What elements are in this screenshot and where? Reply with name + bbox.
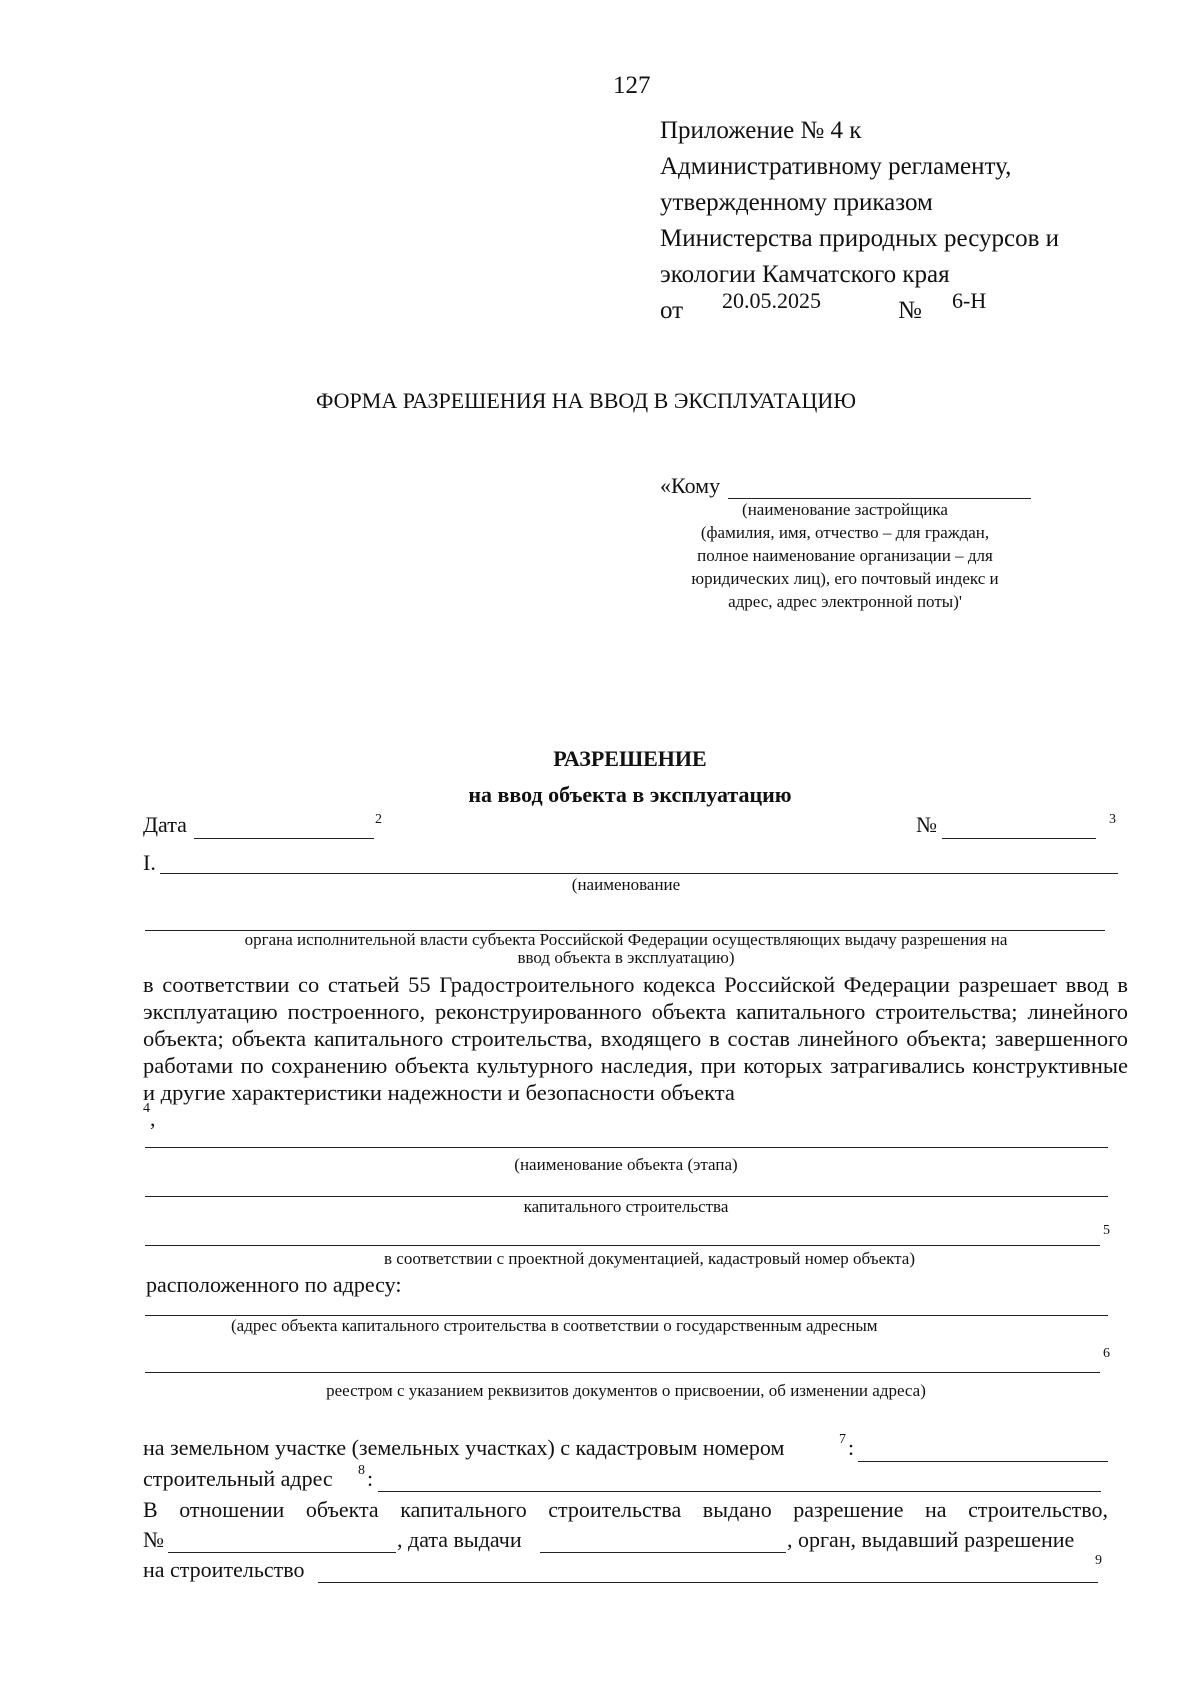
- land-label: на земельном участке (земельных участках) с кадастровым номером: [143, 1435, 785, 1460]
- comma-after-object: ,: [150, 1106, 156, 1131]
- appendix-line-4: Министерства природных ресурсов и: [660, 225, 1060, 252]
- appendix-from-label: от: [660, 297, 684, 324]
- footnote-6: 6: [1103, 1346, 1110, 1361]
- permit-number-footnote: 3: [1109, 812, 1116, 827]
- footnote-7: 7: [839, 1432, 846, 1447]
- located-label: расположенного по адресу:: [146, 1272, 402, 1297]
- recipient-note-5: адрес, адрес электронной поты)': [728, 592, 962, 611]
- cadastral-number-field: [858, 1461, 1108, 1462]
- issuer-label: , орган, выдавший разрешение: [787, 1527, 1075, 1552]
- footnote-9: 9: [1095, 1553, 1102, 1568]
- page-number: 127: [613, 72, 651, 99]
- appendix-date: 20.05.2025: [722, 288, 821, 313]
- appendix-line-3: утвержденному приказом: [660, 189, 933, 216]
- permit-issued-text: В отношении объекта капитального строительства выдано разрешение на строительство,: [143, 1497, 1108, 1522]
- permit-num-field: [168, 1552, 396, 1553]
- permit-date-footnote: 2: [375, 812, 382, 827]
- permit-number-label: №: [916, 812, 937, 837]
- footnote-4: 4: [143, 1101, 150, 1116]
- address-line-2: [145, 1372, 1100, 1373]
- recipient-note-1: (наименование застройщика: [742, 500, 948, 519]
- appendix-line-2: Административному регламенту,: [660, 153, 1012, 180]
- issue-date-label: , дата выдачи: [397, 1527, 522, 1552]
- appendix-number: 6-Н: [952, 288, 987, 313]
- build-address-label: строительный адрес: [143, 1466, 333, 1491]
- permit-subtitle: на ввод объекта в эксплуатацию: [468, 782, 792, 807]
- caption-capital: капитального строительства: [523, 1197, 729, 1216]
- caption-org-1: органа исполнительной власти субъекта Российской Федерации осуществляющих выдачу разрешения на: [244, 930, 1008, 949]
- permit-date-label: Дата: [143, 812, 187, 837]
- section-marker: I.: [143, 850, 156, 875]
- caption-name: (наименование: [571, 875, 681, 894]
- recipient-note-2: (фамилия, имя, отчество – для граждан,: [700, 523, 990, 542]
- permit-date-field: [194, 838, 374, 839]
- caption-org-2: ввод объекта в эксплуатацию): [517, 948, 735, 967]
- appendix-number-sign: №: [898, 297, 922, 324]
- issuer-field: [318, 1582, 1098, 1583]
- caption-address-1: (адрес объекта капитального строительства в соответствии о государственным адресным: [231, 1316, 878, 1335]
- form-title: ФОРМА РАЗРЕШЕНИЯ НА ВВОД В ЭКСПЛУАТАЦИЮ: [316, 388, 856, 413]
- body-paragraph: в соответствии со статьей 55 Градостроительного кодекса Российской Федерации разрешает ввод в эксплуатацию построенного, реконструированного объекта капитального строительства; линейного объекта; объекта капитального строительства, входящего в состав линейного объекта; завершенного работами по сохранению объекта культурного наследия, при которых затрагивались конструктивные и другие характеристики надежности и безопасности объекта: [143, 972, 1128, 1105]
- permit-num-label: №: [143, 1527, 164, 1552]
- footnote-8: 8: [358, 1463, 365, 1478]
- project-doc-line: [145, 1245, 1100, 1246]
- object-name-line: [145, 1147, 1108, 1148]
- recipient-note-4: юридических лиц), его почтовый индекс и: [691, 569, 999, 588]
- caption-project: в соответствии с проектной документацией, кадастровый номер объекта): [384, 1249, 915, 1268]
- recipient-underline: [728, 498, 1031, 499]
- footnote-5: 5: [1103, 1223, 1110, 1238]
- caption-object: (наименование объекта (этапа): [514, 1155, 738, 1174]
- appendix-line-1: Приложение № 4 к: [660, 117, 862, 144]
- issue-date-field: [540, 1552, 786, 1553]
- permit-title: РАЗРЕШЕНИЕ: [553, 746, 707, 771]
- recipient-note-3: полное наименование организации – для: [697, 546, 993, 565]
- build-address-field: [378, 1491, 1101, 1492]
- build-address-colon: :: [367, 1466, 374, 1491]
- permit-number-field: [942, 838, 1096, 839]
- appendix-line-5: экологии Камчатского края: [660, 261, 950, 288]
- authority-name-line: [160, 873, 1118, 874]
- construction-label: на строительство: [143, 1557, 305, 1582]
- recipient-label: «Кому: [660, 473, 721, 498]
- caption-address-2: реестром с указанием реквизитов документов о присвоении, об изменении адреса): [326, 1381, 926, 1400]
- land-colon: :: [848, 1435, 855, 1460]
